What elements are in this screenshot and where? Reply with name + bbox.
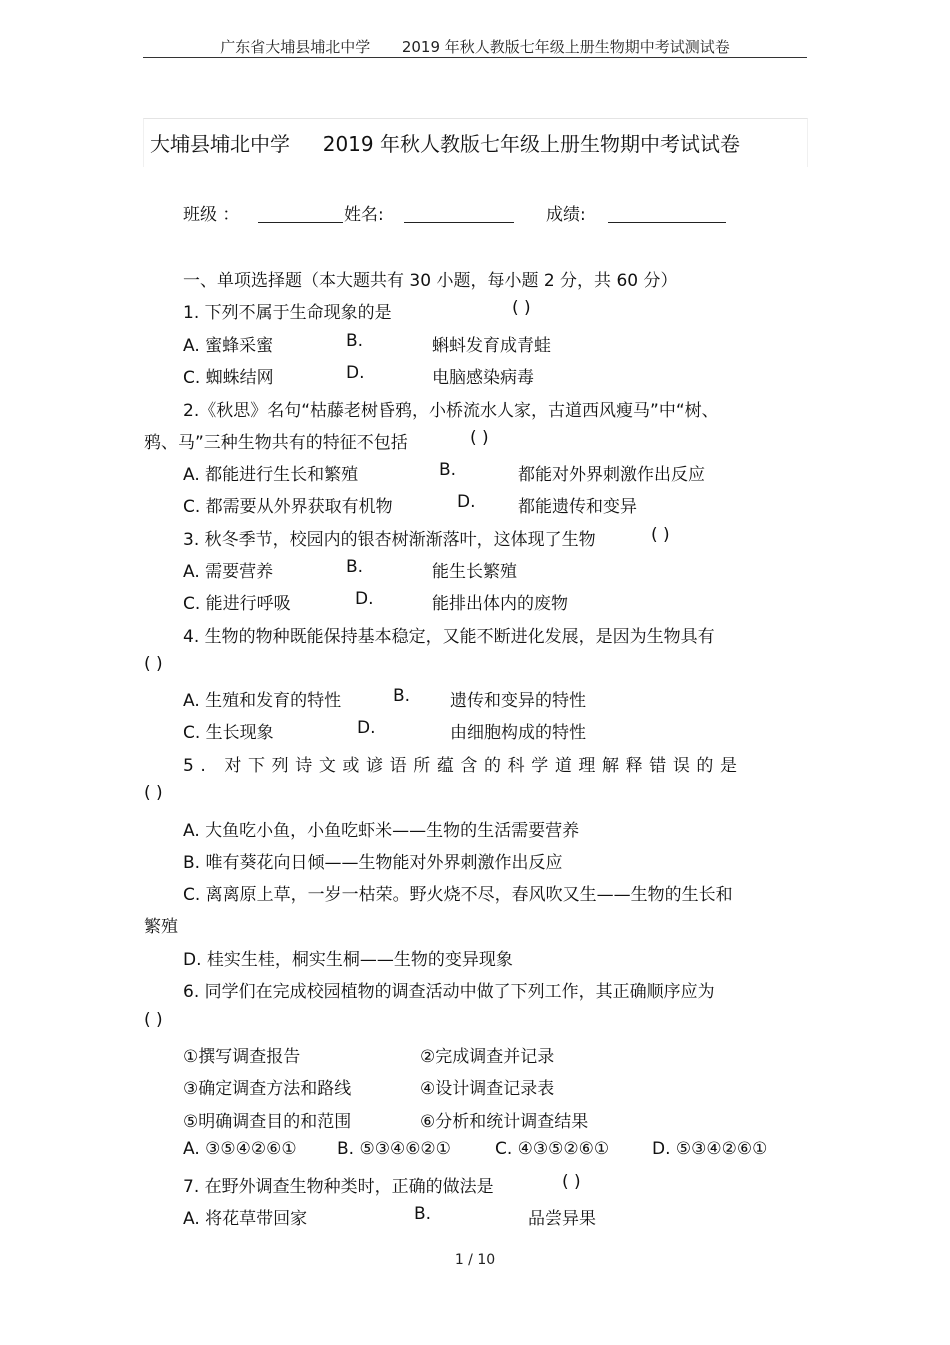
- q3-option-a: A. 需要营养: [183, 562, 274, 582]
- q3-option-b: 能生长繁殖: [432, 562, 517, 582]
- q4-option-c: C. 生长现象: [183, 723, 274, 743]
- q2-option-b: 都能对外界刺激作出反应: [518, 465, 705, 485]
- q4-stem: 4. 生物的物种既能保持基本稳定，又能不断进化发展，是因为生物具有: [183, 627, 715, 647]
- q5-option-c-line2: 繁殖: [144, 917, 178, 937]
- q4-option-d-label: D.: [357, 718, 376, 738]
- running-header: [0, 36, 950, 57]
- name-blank[interactable]: [404, 222, 514, 223]
- q3-option-d: 能排出体内的废物: [432, 594, 568, 614]
- q7-paren: ( ): [562, 1172, 581, 1192]
- q6-stem: 6. 同学们在完成校园植物的调查活动中做了下列工作，其正确顺序应为: [183, 982, 715, 1002]
- q1-stem: 1. 下列不属于生命现象的是: [183, 303, 392, 323]
- name-label: 姓名:: [344, 205, 384, 225]
- q5-option-b: B. 唯有葵花向日倾——生物能对外界刺激作出反应: [183, 853, 563, 873]
- q1-option-b: 蝌蚪发育成青蛙: [432, 336, 551, 356]
- q4-option-a: A. 生殖和发育的特性: [183, 691, 342, 711]
- q5-option-c-line1: C. 离离原上草，一岁一枯荣。野火烧不尽，春风吹又生——生物的生长和: [183, 885, 733, 905]
- title-school: 大埔县埔北中学: [150, 132, 290, 156]
- q4-option-b: 遗传和变异的特性: [450, 691, 586, 711]
- page-number: 1 / 10: [454, 1252, 496, 1268]
- q2-option-c: C. 都需要从外界获取有机物: [183, 497, 393, 517]
- q7-option-b: 品尝异果: [528, 1209, 596, 1229]
- q3-option-c: C. 能进行呼吸: [183, 594, 291, 614]
- q6-option-d: D. ⑤③④②⑥①: [652, 1139, 768, 1159]
- q6-step-3: ③确定调查方法和路线: [183, 1079, 352, 1099]
- q6-option-c: C. ④③⑤②⑥①: [495, 1139, 610, 1159]
- q1-option-d: 电脑感染病毒: [432, 368, 534, 388]
- header-school: 广东省大埔县埔北中学: [220, 38, 371, 56]
- q2-option-b-label: B.: [439, 460, 457, 480]
- q2-stem-line2: 鸦、马”三种生物共有的特征不包括: [144, 433, 408, 453]
- q2-option-d: 都能遗传和变异: [518, 497, 637, 517]
- q7-option-b-label: B.: [414, 1204, 432, 1224]
- section-heading: 一、单项选择题（本大题共有 30 小题，每小题 2 分，共 60 分）: [183, 271, 678, 291]
- q5-paren: ( ): [144, 783, 163, 803]
- q7-option-a: A. 将花草带回家: [183, 1209, 308, 1229]
- q7-stem: 7. 在野外调查生物种类时，正确的做法是: [183, 1177, 494, 1197]
- q3-option-d-label: D.: [355, 589, 374, 609]
- q6-step-1: ①撰写调查报告: [183, 1047, 301, 1067]
- title-exam: 2019 年秋人教版七年级上册生物期中考试试卷: [322, 132, 740, 156]
- q6-step-6: ⑥分析和统计调查结果: [420, 1112, 589, 1132]
- q5-stem: 5. 对下列诗文或谚语所蕴含的科学道理解释错误的是: [183, 756, 744, 776]
- class-label: 班级 ：: [183, 205, 240, 225]
- q2-option-a: A. 都能进行生长和繁殖: [183, 465, 359, 485]
- score-blank[interactable]: [608, 222, 726, 223]
- q1-option-d-label: D.: [346, 363, 365, 383]
- q2-stem-line1: 2.《秋思》名句“枯藤老树昏鸦，小桥流水人家，古道西风瘦马”中“树、: [183, 401, 719, 421]
- header-rule: [143, 57, 807, 58]
- q4-option-b-label: B.: [393, 686, 411, 706]
- header-exam: 2019 年秋人教版七年级上册生物期中考试测试卷: [401, 38, 730, 56]
- q1-option-c: C. 蜘蛛结网: [183, 368, 274, 388]
- class-blank[interactable]: [258, 222, 343, 223]
- q4-paren: ( ): [144, 654, 163, 674]
- page-title: [150, 128, 740, 157]
- q3-stem: 3. 秋冬季节，校园内的银杏树渐渐落叶，这体现了生物: [183, 530, 596, 550]
- q5-option-d: D. 桂实生桂，桐实生桐——生物的变异现象: [183, 950, 513, 970]
- q6-step-5: ⑤明确调查目的和范围: [183, 1112, 352, 1132]
- q4-option-d: 由细胞构成的特性: [450, 723, 586, 743]
- q2-option-d-label: D.: [457, 492, 476, 512]
- q3-option-b-label: B.: [346, 557, 364, 577]
- q6-option-a: A. ③⑤④②⑥①: [183, 1139, 297, 1159]
- q6-option-b: B. ⑤③④⑥②①: [337, 1139, 451, 1159]
- q1-paren: ( ): [512, 298, 531, 318]
- q6-step-4: ④设计调查记录表: [420, 1079, 555, 1099]
- q2-paren: ( ): [470, 428, 489, 448]
- score-label: 成绩:: [546, 205, 586, 225]
- q6-step-2: ②完成调查并记录: [420, 1047, 555, 1067]
- q1-option-a: A. 蜜蜂采蜜: [183, 336, 274, 356]
- q1-option-b-label: B.: [346, 331, 364, 351]
- q6-paren: ( ): [144, 1010, 163, 1030]
- q5-option-a: A. 大鱼吃小鱼，小鱼吃虾米——生物的生活需要营养: [183, 821, 580, 841]
- q3-paren: ( ): [651, 525, 670, 545]
